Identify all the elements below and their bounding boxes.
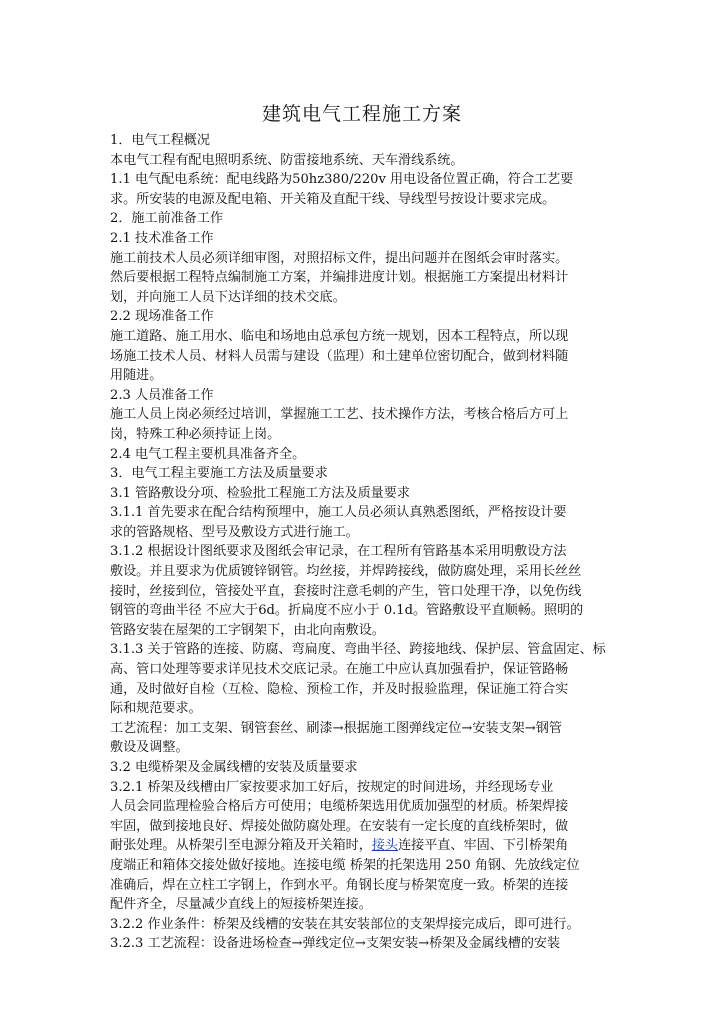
paragraph-line: 用随进。 — [110, 368, 163, 384]
paragraph-line: 准确后，焊在立柱工字钢上，作到水平。角钢长度与桥架宽度一致。桥架的连接 — [110, 877, 569, 893]
paragraph-line: 3．电气工程主要施工方法及质量要求 — [110, 466, 328, 482]
paragraph-line: 2.1 技术准备工作 — [110, 230, 214, 246]
paragraph-line: 配件齐全，尽量减少直线上的短接桥架连接。 — [110, 897, 372, 913]
paragraph-line: 3.1 管路敷设分项、检验批工程施工方法及质量要求 — [110, 485, 410, 501]
paragraph-line: 人员会同监理检验合格后方可使用；电缆桥架选用优质加强型的材质。桥架焊接 — [110, 799, 569, 815]
paragraph-line: 3.2.3 工艺流程：设备进场检查→弹线定位→支架安装→桥架及金属线槽的安装 — [110, 936, 561, 952]
paragraph-line: 敷设。并且要求为优质镀锌钢管。均丝接，并焊跨接线，做防腐处理，采用长丝丝 — [110, 564, 582, 580]
paragraph-line: 通，及时做好自检（互检、隐检、预检工作，并及时报验监理，保证施工符合实 — [110, 681, 569, 697]
document-body — [110, 131, 620, 954]
paragraph-line: 工艺流程：加工支架、钢管套丝、刷漆→根据施工图弹线定位→安装支架→钢管 — [110, 720, 562, 736]
paragraph-line: 3.1.1 首先要求在配合结构预埋中，施工人员必须认真熟悉图纸，严格按设计要 — [110, 505, 567, 521]
paragraph-line: 3.1.2 根据设计图纸要求及图纸会审记录，在工程所有管路基本采用明敷设方法 — [110, 544, 567, 560]
paragraph-line: 施工人员上岗必须经过培训，掌握施工工艺、技术操作方法，考核合格后方可上 — [110, 407, 569, 423]
paragraph-line: 求的管路规格、型号及敷设方式进行施工。 — [110, 524, 359, 540]
paragraph-line: 敷设及调整。 — [110, 740, 189, 756]
paragraph-line: 1.1 电气配电系统：配电线路为50hz380/220v 用电设备位置正确，符合工艺要 — [110, 172, 574, 188]
paragraph-line: 划，并向施工人员下达详细的技术交底。 — [110, 289, 346, 305]
paragraph-line: 际和规范要求。 — [110, 701, 202, 717]
paragraph-line: 求。所安装的电源及配电箱、开关箱及直配干线、导线型号按设计要求完成。 — [110, 191, 556, 207]
paragraph-line-with-link — [110, 836, 620, 856]
paragraph-line: 1．电气工程概况 — [110, 133, 210, 148]
paragraph-line: 度端正和箱体交接处做好接地。连接电缆 桥架的托架选用 250 角钢、先放线定位 — [110, 857, 580, 873]
paragraph-line: 高、管口处理等要求详见技术交底记录。在施工中应认真加强看护，保证管路畅 — [110, 662, 569, 678]
paragraph-text: 耐张处理。从桥架引至电源分箱及开关箱时， — [110, 838, 372, 854]
paragraph-text: 连接平直、牢固、下引桥架角 — [398, 838, 569, 854]
document-title: 建筑电气工程施工方案 — [261, 103, 462, 125]
paragraph-line: 岗，特殊工种必须持证上岗。 — [110, 426, 281, 442]
paragraph-line: 2．施工前准备工作 — [110, 211, 224, 227]
paragraph-line: 场施工技术人员、材料人员需与建设（监理）和土建单位密切配合，做到材料随 — [110, 348, 569, 364]
paragraph-line: 2.4 电气工程主要机具准备齐全。 — [110, 446, 306, 462]
paragraph-line: 钢管的弯曲半径 不应大于6d。折扁度不应小于 0.1d。管路敷设平直顺畅。照明的 — [110, 603, 584, 619]
paragraph-line: 3.2.1 桥架及线槽由厂家按要求加工好后，按规定的时间进场，并经现场专业 — [110, 779, 554, 795]
paragraph-line: 牢固，做到接地良好、焊接处做防腐处理。在安装有一定长度的直线桥架时，做 — [110, 818, 569, 834]
paragraph-line: 管路安装在屋架的工字钢架下，由北向南敷设。 — [110, 622, 385, 638]
paragraph-line: 接时，丝接到位，管接处平直，套接时注意毛刺的产生，管口处理干净，以免伤线 — [110, 583, 582, 599]
paragraph-line: 本电气工程有配电照明系统、防雷接地系统、天车滑线系统。 — [110, 152, 464, 168]
paragraph-line: 施工前技术人员必须详细审图，对照招标文件，提出问题并在图纸会审时落实。 — [110, 250, 569, 266]
paragraph-line: 然后要根据工程特点编制施工方案，并编排进度计划。根据施工方案提出材料计 — [110, 270, 569, 286]
paragraph-line: 施工道路、施工用水、临电和场地由总承包方统一规划，因本工程特点，所以现 — [110, 328, 569, 344]
paragraph-line: 3.1.3 关于管路的连接、防腐、弯扁度、弯曲半径、跨接地线、保护层、管盒固定、标 — [110, 642, 606, 658]
paragraph-line: 2.2 现场准备工作 — [110, 309, 214, 325]
paragraph-line: 2.3 人员准备工作 — [110, 387, 214, 403]
paragraph-line: 3.2 电缆桥架及金属线槽的安装及质量要求 — [110, 760, 358, 775]
paragraph-line: 3.2.2 作业条件：桥架及线槽的安装在其安装部位的支架焊接完成后，即可进行。 — [110, 916, 580, 932]
joint-link[interactable]: 接头 — [371, 838, 399, 854]
